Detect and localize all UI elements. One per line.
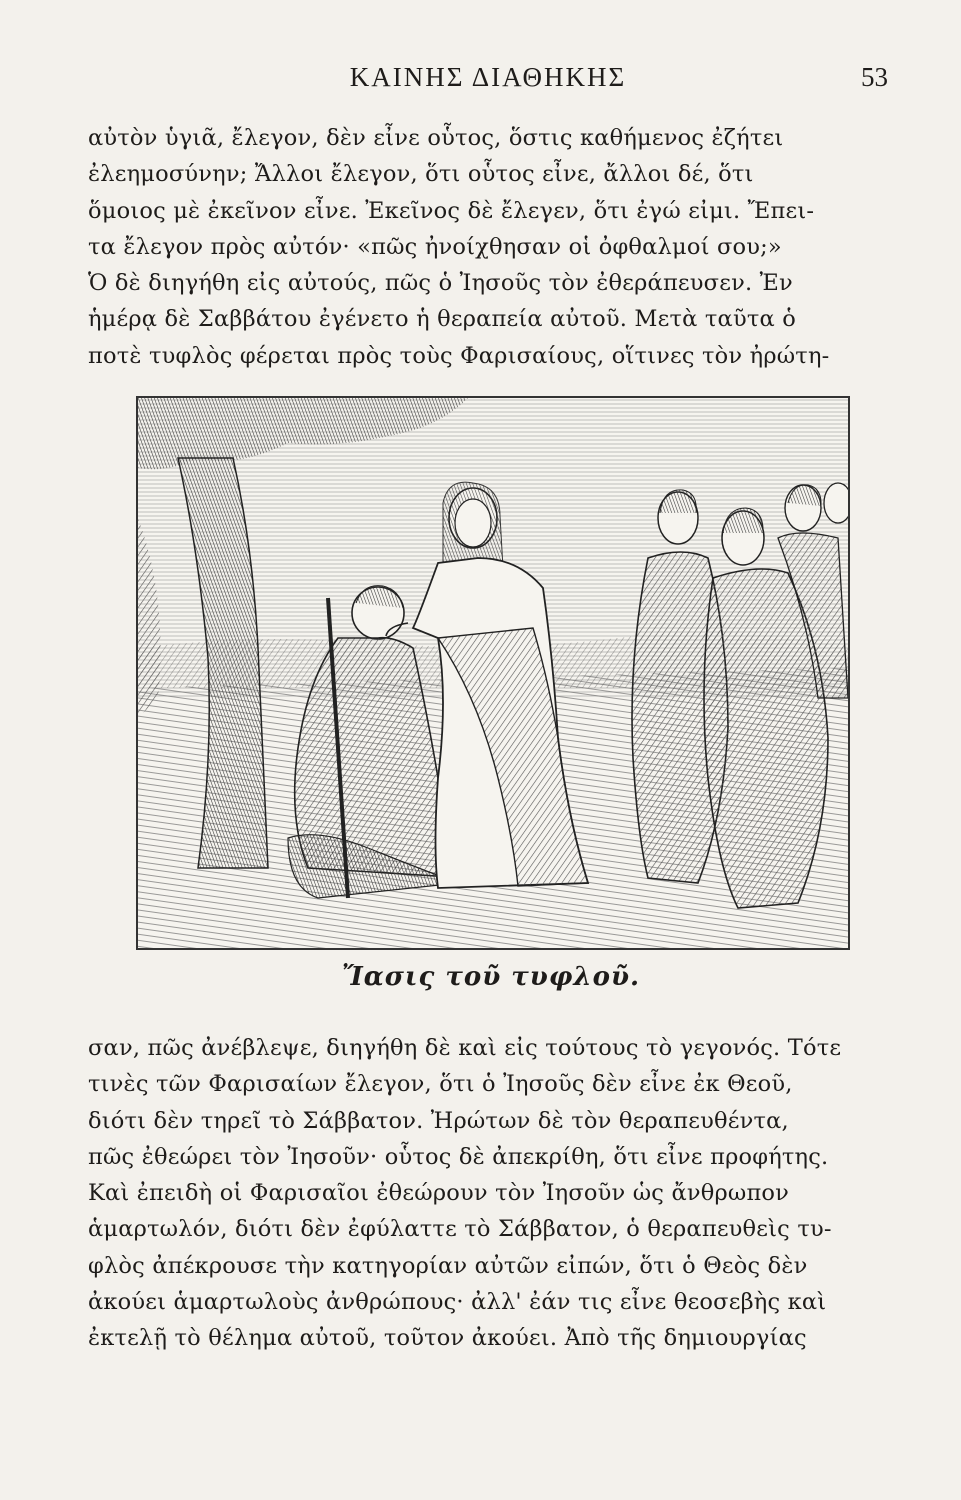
page-number: 53: [861, 62, 888, 92]
text-line: ἡμέρᾳ δὲ Σαββάτου ἐγένετο ἡ θεραπεία αὐτοῦ. Μετὰ ταῦτα ὁ: [88, 306, 796, 333]
running-title: ΚΑΙΝΗΣ ΔΙΑΘΗΚΗΣ: [349, 62, 627, 92]
text-line: Ὁ δὲ διηγήθη εἰς αὐτούς, πῶς ὁ Ἰησοῦς τὸν ἐθεράπευσεν. Ἐν: [88, 270, 793, 297]
text-line: ποτὲ τυφλὸς φέρεται πρὸς τοὺς Φαρισαίους, οἵτινες τὸν ἠρώτη-: [88, 342, 830, 369]
figure-caption: Ἴασις τοῦ τυφλοῦ.: [341, 962, 641, 992]
text-line: φλὸς ἀπέκρουσε τὴν κατηγορίαν αὐτῶν εἰπών, ὅτι ὁ Θεὸς δὲν: [88, 1252, 808, 1279]
page-header: [88, 62, 888, 102]
text-line: ἀκούει ἁμαρτωλοὺς ἀνθρώπους· ἀλλ' ἐάν τις εἶνε θεοσεβὴς καὶ: [88, 1289, 827, 1316]
text-line: ἐκτελῇ τὸ θέλημα αὐτοῦ, τοῦτον ἀκούει. Ἀπὸ τῆς δημιουργίας: [88, 1325, 807, 1352]
text-line: σαν, πῶς ἀνέβλεψε, διηγήθη δὲ καὶ εἰς τούτους τὸ γεγονός. Τότε: [88, 1035, 842, 1061]
body-text-top: [88, 120, 894, 374]
text-line: ἐλεημοσύνην; Ἄλλοι ἔλεγον, ὅτι οὗτος εἶνε, ἄλλοι δέ, ὅτι: [88, 161, 754, 188]
text-line: αὐτὸν ὑγιᾶ, ἔλεγον, δὲν εἶνε οὗτος, ὅστις καθήμενος ἐζήτει: [88, 125, 784, 151]
text-line: τα ἔλεγον πρὸς αὐτόν· «πῶς ἠνοίχθησαν οἱ ὀφθαλμοί σου;»: [88, 233, 782, 260]
text-line: ἁμαρτωλόν, διότι δὲν ἐφύλαττε τὸ Σάββατον, ὁ θεραπευθεὶς τυ-: [88, 1216, 832, 1243]
text-line: πῶς ἐθεώρει τὸν Ἰησοῦν· οὗτος δὲ ἀπεκρίθη, ὅτι εἶνε προφήτης.: [88, 1143, 829, 1170]
engraving-svg: [138, 398, 848, 948]
engraving-illustration: [136, 396, 850, 950]
text-line: Καὶ ἐπειδὴ οἱ Φαρισαῖοι ἐθεώρουν τὸν Ἰησοῦν ὡς ἄνθρωπον: [88, 1180, 790, 1207]
text-line: διότι δὲν τηρεῖ τὸ Σάββατον. Ἠρώτων δὲ τὸν θεραπευθέντα,: [88, 1107, 789, 1134]
body-text-bottom: [88, 1030, 894, 1357]
text-line: ὅμοιος μὲ ἐκεῖνον εἶνε. Ἐκεῖνος δὲ ἔλεγεν, ὅτι ἐγώ εἰμι. Ἔπει-: [88, 197, 815, 224]
disciple-figure-4: [824, 483, 848, 523]
text-line: τινὲς τῶν Φαρισαίων ἔλεγον, ὅτι ὁ Ἰησοῦς δὲν εἶνε ἐκ Θεοῦ,: [88, 1071, 793, 1098]
